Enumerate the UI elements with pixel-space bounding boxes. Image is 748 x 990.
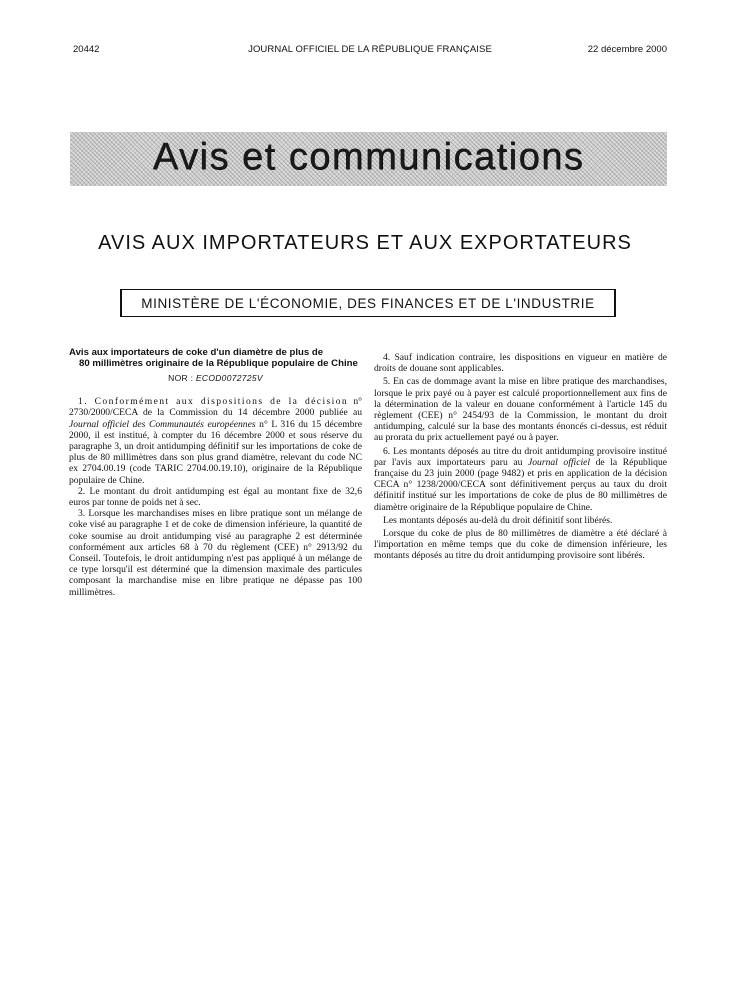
ministry-name: MINISTÈRE DE L'ÉCONOMIE, DES FINANCES ET DE L'INDUSTRIE [141,295,595,311]
issue-date: 22 décembre 2000 [587,44,667,55]
paragraph-1-rest: n° L 316 du 15 décembre 2000, il est institué, à compter du 16 décembre 2000 et sous réserve du paragraphe 3, un droit antidumping définitif sur les importations de coke de plus de 80 millimètres dans son plus grand diamètre, relevant du code NC ex 2704.00.19 (code TARIC 2704.00.19.10), originaire de la République populaire de Chine. [69,418,362,486]
paragraph-1-lead: 1. Conformément aux dispositions de la décision [78,396,349,408]
nor-label: NOR : [168,373,196,383]
journal-title: JOURNAL OFFICIEL DE LA RÉPUBLIQUE FRANÇAISE [248,44,492,55]
section-title: AVIS AUX IMPORTATEURS ET AUX EXPORTATEURS [98,232,632,254]
paragraph-4: 4. Sauf indication contraire, les dispositions en vigueur en matière de droits de douane sont applicables. [374,352,667,375]
banner-title: Avis et communications [152,135,585,178]
paragraph-2: 2. Le montant du droit antidumping est égal au montant fixe de 32,6 euros par tonne de poids net à sec. [69,485,362,509]
right-column [374,352,667,564]
paragraph-6 [374,446,667,513]
nor-code: ECOD0072725V [195,373,263,383]
paragraph-1-journal: Journal officiel des Communautés européennes [69,418,256,430]
paragraph-1-text: n° 2730/2000/CECA de la Commission du 14 décembre 2000 publiée au [69,396,362,419]
paragraph-5: 5. En cas de dommage avant la mise en libre pratique des marchandises, lorsque le prix payé ou à payer est calculé proportionnellement aux fins de la détermination de la valeur en douane conformément à l'article 145 du règlement (CEE) n° 2454/93 de la Commission, le montant du droit antidumping, calculé sur la base des montants énoncés ci-dessus, est réduit au prorata du prix actuellement payé ou à payer. [374,376,667,444]
paragraph-6-rest: de la République française du 23 juin 2000 (page 9482) et pris en application de la décision CECA n° 1238/2000/CECA sont définitivement perçus au taux du droit définitif institué sur les importations de coke de plus de 80 millimètres de diamètre originaire de la République populaire de Chine. [374,456,667,513]
paragraph-8: Lorsque du coke de plus de 80 millimètres de diamètre a été déclaré à l'importation en même temps que du coke de dimension inférieure, les montants déposés au titre du droit antidumping provisoire sont libérés. [374,528,667,562]
article-title-line2: 80 millimètres originaire de la République populaire de Chine [79,357,358,369]
page-header [73,44,667,58]
nor-reference [69,373,362,384]
article-title-line1: Avis aux importateurs de coke d'un diamètre de plus de [69,347,324,358]
left-column [69,348,362,598]
paragraph-3: 3. Lorsque les marchandises mises en libre pratique sont un mélange de coke visé au paragraphe 1 et de coke de dimension inférieure, la quantité de coke soumise au droit antidumping visé au paragraphe 2 est déterminée conformément aux articles 68 à 70 du règlement (CEE) n° 2913/92 du Conseil. Toutefois, le droit antidumping n'est pas appliqué à un mélange de ce type lorsqu'il est déterminé que la dimension maximale des particules composant la marchandise mise en libre pratique ne dépasse pas 100 millimètres. [69,508,362,598]
page-number: 20442 [73,44,100,55]
article-title [69,348,362,369]
paragraph-7: Les montants déposés au-delà du droit définitif sont libérés. [383,514,613,526]
ministry-box [120,289,616,317]
section-banner [70,132,667,186]
paragraph-1 [69,396,362,486]
paragraph-6-text: 6. Les montants déposés au titre du droit antidumping provisoire institué par l'avis aux importateurs paru au [374,445,667,468]
paragraph-6-journal: Journal officiel [528,456,591,468]
